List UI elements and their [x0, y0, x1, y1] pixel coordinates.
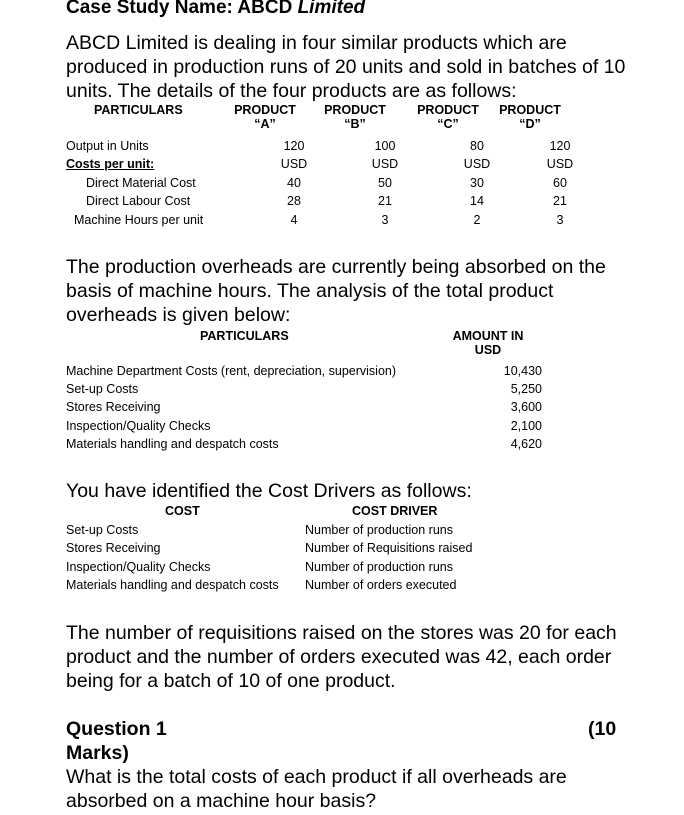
question-title: Question 1	[66, 718, 167, 740]
overheads-particulars-header: PARTICULARS	[200, 329, 289, 343]
driver-cost-inspection: Inspection/Quality Checks	[66, 560, 211, 574]
overhead-label-inspection: Inspection/Quality Checks	[66, 419, 211, 433]
cell-material-c: 30	[470, 176, 484, 190]
overheads-paragraph: The production overheads are currently being absorbed on the basis of machine hours. The analysis of the total product overheads is given below:	[66, 256, 606, 326]
overhead-amount-stores: 3,600	[510, 400, 542, 414]
cell-labour-c: 14	[470, 194, 484, 208]
product-c-header: PRODUCT “C”	[417, 103, 479, 131]
cell-currency-d: USD	[546, 157, 574, 171]
question-marks-close: Marks)	[66, 742, 129, 764]
cell-hours-a: 4	[290, 213, 298, 227]
cell-material-b: 50	[378, 176, 392, 190]
drivers-cost-header: COST	[165, 504, 200, 518]
cell-labour-b: 21	[378, 194, 392, 208]
cell-labour-a: 28	[287, 194, 301, 208]
overheads-amount-header: AMOUNT IN USD	[452, 329, 524, 357]
cell-currency-b: USD	[371, 157, 399, 171]
cell-currency-a: USD	[280, 157, 308, 171]
cell-labour-d: 21	[553, 194, 567, 208]
requisitions-paragraph: The number of requisitions raised on the stores was 20 for each product and the number of orders executed was 42, each order being for a batch of 10 of one product.	[66, 622, 617, 692]
overhead-label-machine-dept: Machine Department Costs (rent, depreciation, supervision)	[66, 364, 397, 378]
cell-output-d: 120	[549, 139, 571, 153]
row-label-direct-labour: Direct Labour Cost	[86, 194, 191, 208]
driver-cost-materials: Materials handling and despatch costs	[66, 578, 279, 592]
cell-hours-d: 3	[556, 213, 564, 227]
row-label-direct-material: Direct Material Cost	[86, 176, 196, 190]
overhead-amount-materials: 4,620	[510, 437, 542, 451]
cell-output-b: 100	[374, 139, 396, 153]
overhead-label-stores: Stores Receiving	[66, 400, 161, 414]
cell-output-c: 80	[470, 139, 484, 153]
intro-paragraph: ABCD Limited is dealing in four similar products which are produced in production runs of 20 units and sold in batches of 10 units. The details of the four products are as follows:	[66, 32, 626, 102]
question-marks-open: (10	[588, 718, 617, 740]
row-label-machine-hours: Machine Hours per unit	[74, 213, 204, 227]
overhead-amount-inspection: 2,100	[510, 419, 542, 433]
cell-hours-c: 2	[473, 213, 481, 227]
overhead-label-setup: Set-up Costs	[66, 382, 139, 396]
overhead-amount-machine-dept: 10,430	[503, 364, 542, 378]
cell-output-a: 120	[283, 139, 305, 153]
driver-cost-setup: Set-up Costs	[66, 523, 139, 537]
product-b-header: PRODUCT “B”	[324, 103, 386, 131]
driver-value-stores: Number of Requisitions raised	[305, 541, 473, 555]
cell-currency-c: USD	[463, 157, 491, 171]
driver-cost-stores: Stores Receiving	[66, 541, 161, 555]
driver-value-inspection: Number of production runs	[305, 560, 453, 574]
case-study-title: Case Study Name: ABCD Limited	[66, 0, 366, 18]
cell-material-a: 40	[287, 176, 301, 190]
overhead-amount-setup: 5,250	[510, 382, 542, 396]
cell-hours-b: 3	[381, 213, 389, 227]
product-d-header: PRODUCT “D”	[499, 103, 561, 131]
row-label-output: Output in Units	[66, 139, 149, 153]
question-text: What is the total costs of each product if all overheads are absorbed on a machine hour basis?	[66, 766, 567, 812]
overhead-label-materials: Materials handling and despatch costs	[66, 437, 279, 451]
product-a-header: PRODUCT “A”	[234, 103, 296, 131]
product-table-particulars-header: PARTICULARS	[94, 103, 183, 117]
driver-value-setup: Number of production runs	[305, 523, 453, 537]
cell-material-d: 60	[553, 176, 567, 190]
drivers-driver-header: COST DRIVER	[352, 504, 438, 518]
drivers-paragraph: You have identified the Cost Drivers as follows:	[66, 480, 472, 502]
driver-value-materials: Number of orders executed	[305, 578, 457, 592]
row-label-costs-per-unit: Costs per unit:	[66, 157, 155, 171]
